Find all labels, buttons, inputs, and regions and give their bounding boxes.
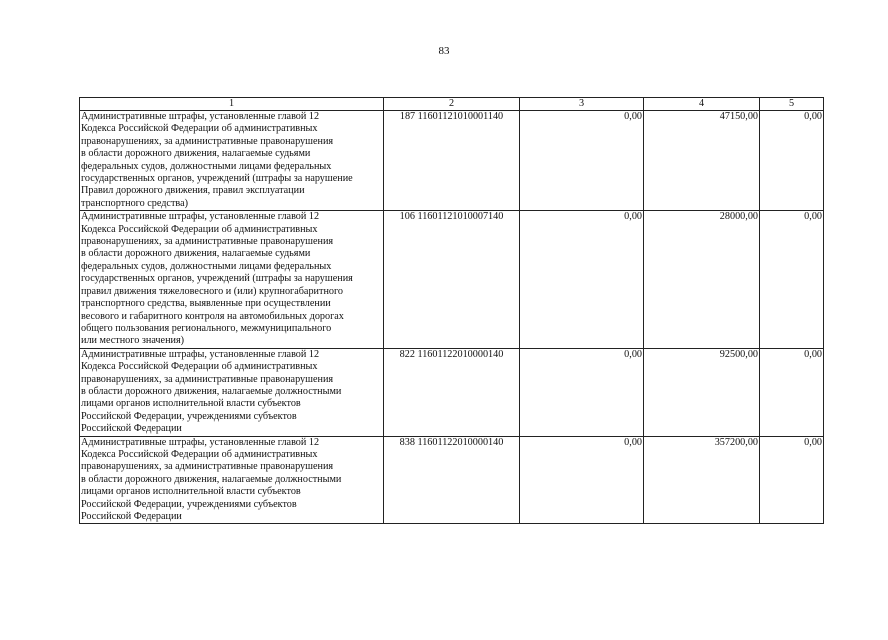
row-col5-value: 0,00 — [760, 111, 824, 211]
table-row — [80, 211, 824, 348]
column-header-3: 3 — [520, 98, 644, 111]
row-col3-value: 0,00 — [520, 111, 644, 211]
row-col3-value: 0,00 — [520, 211, 644, 348]
table-row — [80, 348, 824, 436]
row-description: Административные штрафы, установленные главой 12 Кодекса Российской Федерации об административных правонарушениях, за административные правонарушения в области дорожного движения, налагаемые судьями федеральных судов, должностными лицами федеральных государственных органов, учреждений (штрафы за нарушение Правил дорожного движения, правил эксплуатации транспортного средства) — [80, 111, 384, 211]
row-code: 187 11601121010001140 — [384, 111, 520, 211]
row-description: Административные штрафы, установленные главой 12 Кодекса Российской Федерации об административных правонарушениях, за административные правонарушения в области дорожного движения, налагаемые судьями федеральных судов, должностными лицами федеральных государственных органов, учреждений (штрафы за нарушения правил движения тяжеловесного и (или) крупногабаритного транспортного средства, выявленные при осуществлении весового и габаритного контроля на автомобильных дорогах общего пользования регионального, межмуниципального или местного значения) — [80, 211, 384, 348]
row-col4-value: 92500,00 — [644, 348, 760, 436]
row-code: 106 11601121010007140 — [384, 211, 520, 348]
row-code: 838 11601122010000140 — [384, 436, 520, 524]
row-col3-value: 0,00 — [520, 436, 644, 524]
row-col5-value: 0,00 — [760, 211, 824, 348]
row-description: Административные штрафы, установленные главой 12 Кодекса Российской Федерации об административных правонарушениях, за административные правонарушения в области дорожного движения, налагаемые должностными лицами органов исполнительной власти субъектов Российской Федерации, учреждениями субъектов Российской Федерации — [80, 436, 384, 524]
row-code: 822 11601122010000140 — [384, 348, 520, 436]
row-description: Административные штрафы, установленные главой 12 Кодекса Российской Федерации об административных правонарушениях, за административные правонарушения в области дорожного движения, налагаемые должностными лицами органов исполнительной власти субъектов Российской Федерации, учреждениями субъектов Российской Федерации — [80, 348, 384, 436]
page-number: 83 — [438, 45, 450, 57]
row-col4-value: 28000,00 — [644, 211, 760, 348]
table-row — [80, 436, 824, 524]
column-header-1: 1 — [80, 98, 384, 111]
row-col4-value: 357200,00 — [644, 436, 760, 524]
column-header-4: 4 — [644, 98, 760, 111]
table-header-row — [80, 98, 824, 111]
row-col3-value: 0,00 — [520, 348, 644, 436]
row-col4-value: 47150,00 — [644, 111, 760, 211]
column-header-2: 2 — [384, 98, 520, 111]
row-col5-value: 0,00 — [760, 436, 824, 524]
data-table — [79, 97, 824, 524]
column-header-5: 5 — [760, 98, 824, 111]
row-col5-value: 0,00 — [760, 348, 824, 436]
table-row — [80, 111, 824, 211]
